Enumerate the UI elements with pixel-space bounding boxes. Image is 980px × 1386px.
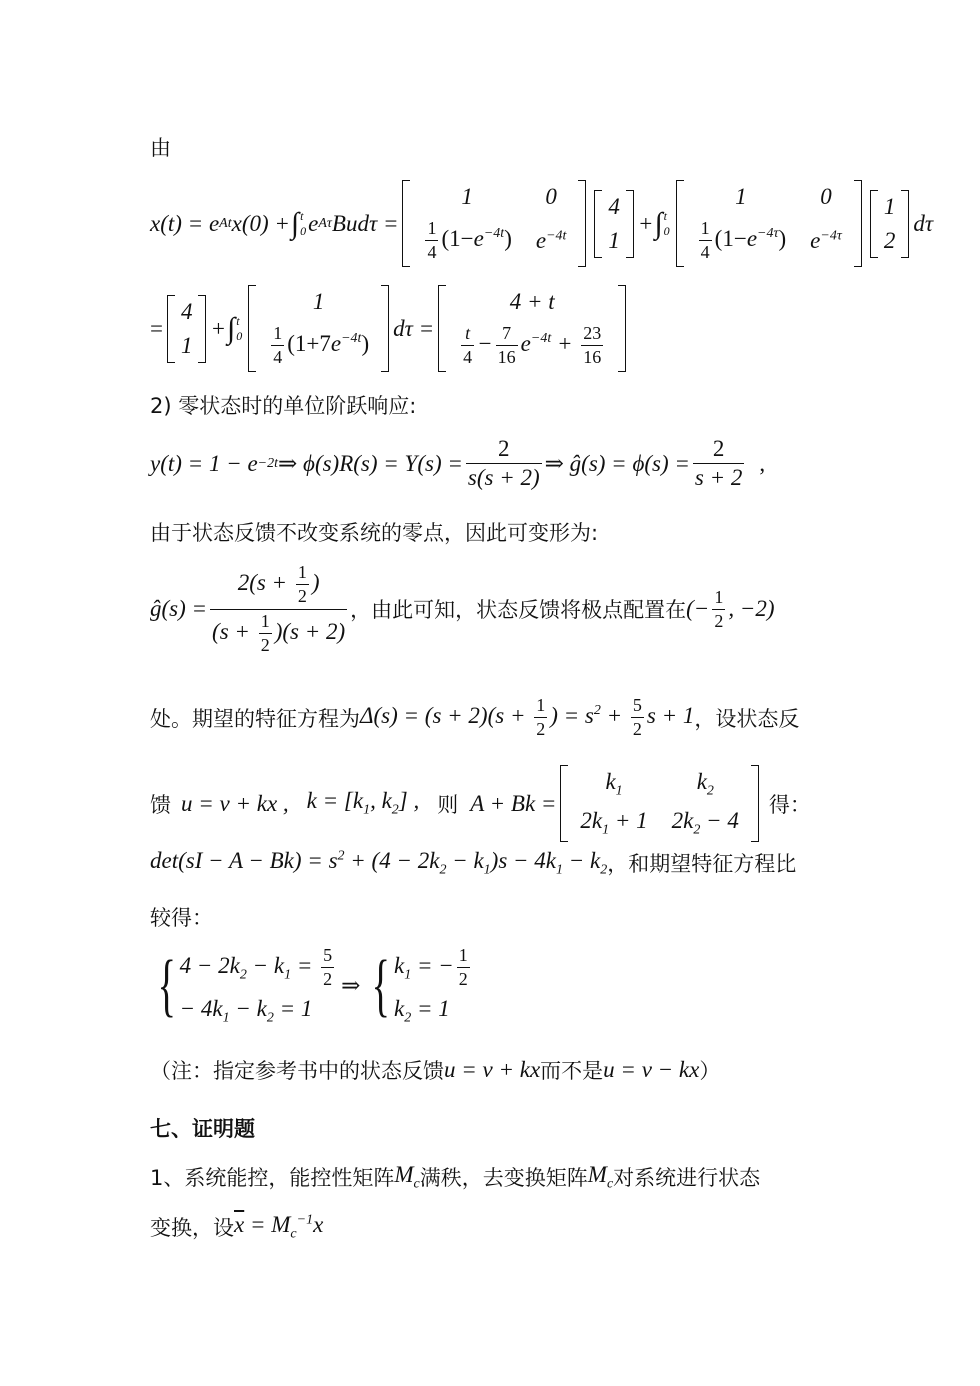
text-ze: 则 xyxy=(437,792,459,817)
char-eq-prefix: 处。期望的特征方程为 xyxy=(150,706,360,731)
text-you: 由 xyxy=(150,136,171,160)
text-de: 得： xyxy=(768,792,811,817)
note-prefix: （注：指定参考书中的状态反馈 xyxy=(150,1059,444,1083)
char-eq-suffix: ，设状态反 xyxy=(694,706,800,731)
char-eq-line: 处。期望的特征方程为 Δ(s) = (s + 2)(s + $\frac{1}{2}$ ) = $s^2$ + $\frac{5}{2}$ s + 1 ，设状态反 xyxy=(150,695,800,739)
section-heading: 七、证明题 xyxy=(150,1117,255,1141)
note-end: ） xyxy=(699,1059,721,1083)
equation-gs: ĝ(s) = 2(s + $\frac{1}{2}$ ) (s + $\frac{1}{2}$ )(s + 2) ，由此可知，状态反馈将极点配置在 (− $\frac{1}{2}$ , −2) xyxy=(150,562,775,655)
note-mid: 而不是 xyxy=(540,1059,604,1083)
equation-step-response: y(t) = 1 − e −2t ⇒ ϕ(s)R(s) = Y(s) = $\frac{2}{s(s + 2)}$ ⇒ ĝ(s) = ϕ(s) = $\frac{2}{s + 2}$ , xyxy=(150,436,766,490)
pole-text: ，由此可知，状态反馈将极点配置在 xyxy=(350,598,687,622)
feedback-prefix: 馈 xyxy=(150,792,171,817)
proof1-c: 对系统进行状态 xyxy=(613,1166,761,1191)
note-line: （注：指定参考书中的状态反馈 u = v + kx 而不是 u = v − kx ） xyxy=(150,1057,721,1083)
part2-heading: 2) 零状态时的单位阶跃响应: xyxy=(150,394,417,418)
compare-text: ，和期望特征方程比 xyxy=(607,852,797,877)
equation-xt: x(t) = e At x(0) + ∫ t 0 e Aτ Budτ = 1 0 $\frac{1}{4}$ $(1-e^{-4t})$ $e^{-4t}$ 4 1 + ∫ t 0 1 0 $\frac{1}{4}$ $(1-e^{-4\tau})$ $e^{-4\tau}$ 1 2 dτ xyxy=(150,180,933,267)
equation-xt-result: = 4 1 + ∫ t 0 1 $\frac{1}{4}$ $(1+7e^{-4t})$ dτ = 4 + t $\frac{t}{4}$ − $\frac{7}{16}$ $e^{-4t}$ + $\frac{23}{16}$ xyxy=(150,285,630,372)
feedback-line: 馈 u = v + kx , $k = [k_1$, $k_2$] , 则 A + Bk = $k_1$ $k_2$ $2k_1 + 1$ $2k_2 - 4$ 得： xyxy=(150,765,811,842)
proof1-a: 1、系统能控，能控性矩阵 xyxy=(150,1166,395,1191)
proof1-b: 满秩，去变换矩阵 xyxy=(419,1166,588,1191)
equation-system: { $4 - 2k_2 - k_1$ = $\frac{5}{2}$ − $4k_1 - k_2 = 1$ ⇒ { $k_1$ = − $\frac{1}{2}$ $k_2 = 1$ xyxy=(157,945,468,1026)
compare-text-2: 较得： xyxy=(150,906,213,930)
zero-note: 由于状态反馈不改变系统的零点，因此可变形为: xyxy=(150,521,599,545)
proof1-line-2: 变换，设 $\overline{x} = M_c^{-1}x$ xyxy=(150,1212,324,1242)
det-line: $\det(sI - A - Bk) = s^2 + (4 - 2k_2 - k_1)s - 4k_1 - k_2$ ，和期望特征方程比 xyxy=(150,848,797,878)
proof1-d: 变换，设 xyxy=(150,1216,234,1241)
proof1-line: 1、系统能控，能控性矩阵 $M_c$ 满秩，去变换矩阵 $M_c$ 对系统进行状态 xyxy=(150,1162,761,1192)
